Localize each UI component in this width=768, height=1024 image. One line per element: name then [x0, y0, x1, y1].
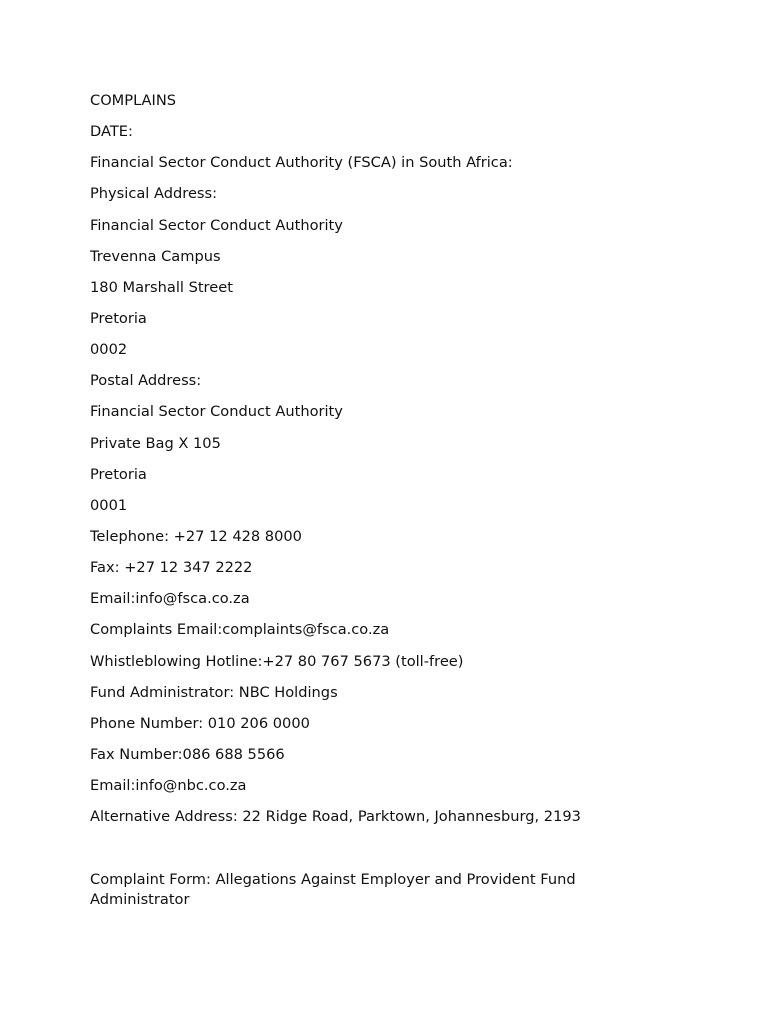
- postal-address-line: Financial Sector Conduct Authority: [90, 403, 343, 421]
- date-label: DATE:: [90, 123, 133, 141]
- complaints-email-line: Complaints Email:complaints@fsca.co.za: [90, 621, 390, 639]
- physical-address-label: Physical Address:: [90, 185, 218, 203]
- physical-address-line: Pretoria: [90, 309, 147, 327]
- fax-number-line: Fax Number:086 688 5566: [90, 745, 285, 763]
- phone-number-line: Phone Number: 010 206 0000: [90, 714, 310, 732]
- physical-address-line: 180 Marshall Street: [90, 278, 233, 296]
- postal-address-line: Pretoria: [90, 465, 147, 483]
- fax-line: Fax: +27 12 347 2222: [90, 559, 253, 577]
- physical-address-line: Financial Sector Conduct Authority: [90, 216, 343, 234]
- paragraph-spacer: [90, 838, 650, 870]
- postal-address-line: Private Bag X 105: [90, 434, 221, 452]
- whistleblowing-hotline-line: Whistleblowing Hotline:+27 80 767 5673 (toll-free): [90, 652, 464, 670]
- authority-heading: Financial Sector Conduct Authority (FSCA) in South Africa:: [90, 154, 513, 172]
- telephone-line: Telephone: +27 12 428 8000: [90, 527, 302, 545]
- physical-address-line: Trevenna Campus: [90, 247, 221, 265]
- physical-address-line: 0002: [90, 341, 128, 359]
- alternative-address-line: Alternative Address: 22 Ridge Road, Parktown, Johannesburg, 2193: [90, 808, 581, 826]
- administrator-email-line: Email:info@nbc.co.za: [90, 777, 247, 795]
- postal-address-line: 0001: [90, 496, 128, 514]
- fund-administrator-line: Fund Administrator: NBC Holdings: [90, 683, 338, 701]
- document-body: [90, 91, 650, 910]
- postal-address-label: Postal Address:: [90, 372, 202, 390]
- complaint-form-title: Complaint Form: Allegations Against Employer and Provident Fund Administrator: [90, 871, 576, 909]
- email-line: Email:info@fsca.co.za: [90, 590, 250, 608]
- document-heading: COMPLAINS: [90, 92, 177, 109]
